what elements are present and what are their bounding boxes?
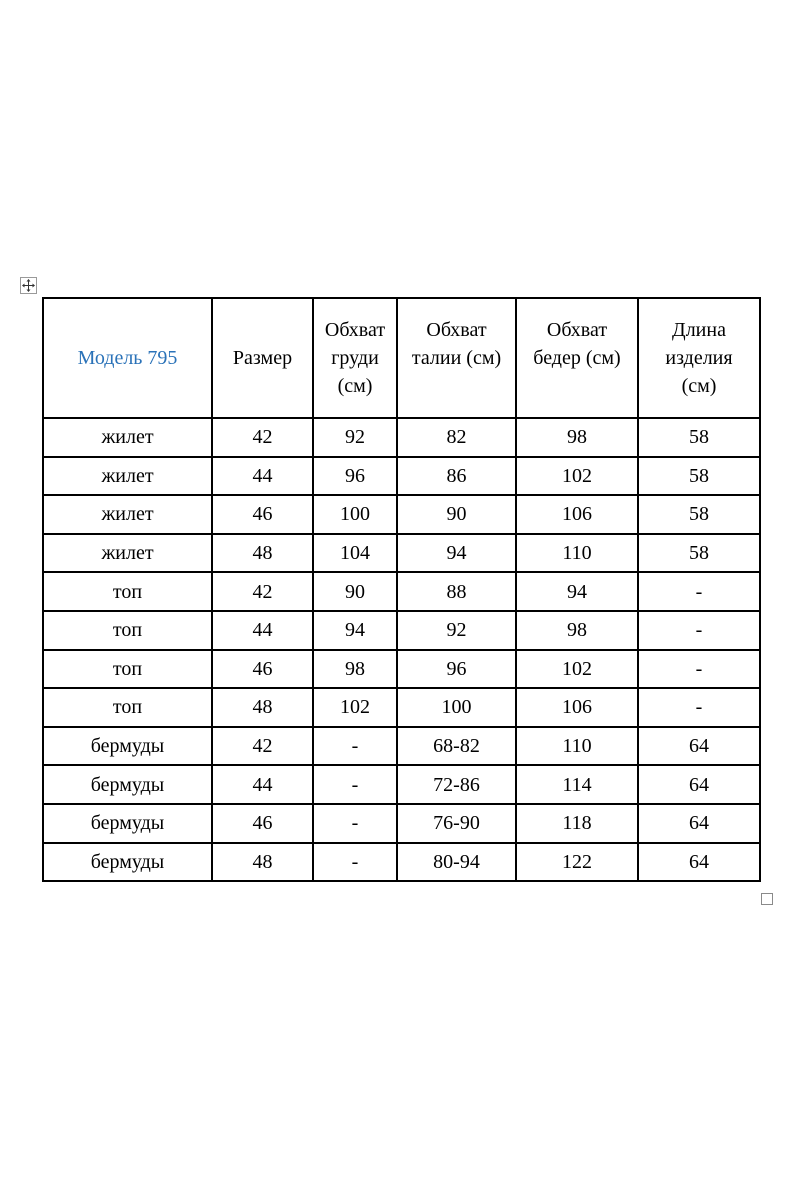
cell-product: бермуды: [43, 804, 212, 843]
cell-hips: 102: [516, 457, 638, 496]
table-row: [43, 534, 760, 573]
cell-waist: 96: [397, 650, 516, 689]
cell-waist: 82: [397, 418, 516, 457]
table-row: [43, 650, 760, 689]
cell-chest: -: [313, 843, 397, 882]
cell-waist: 68-82: [397, 727, 516, 766]
header-chest-line-3: (см): [337, 375, 373, 397]
cell-chest: 92: [313, 418, 397, 457]
cell-hips: 106: [516, 688, 638, 727]
cell-chest: 96: [313, 457, 397, 496]
cell-length: 58: [638, 418, 760, 457]
cell-hips: 110: [516, 534, 638, 573]
move-arrows-icon: [21, 278, 36, 293]
cell-length: -: [638, 611, 760, 650]
table-row: [43, 495, 760, 534]
size-chart-table: [42, 297, 761, 882]
cell-waist: 80-94: [397, 843, 516, 882]
cell-product: топ: [43, 688, 212, 727]
cell-product: бермуды: [43, 765, 212, 804]
cell-hips: 98: [516, 418, 638, 457]
cell-length: -: [638, 650, 760, 689]
cell-length: 58: [638, 495, 760, 534]
header-chest: [313, 298, 397, 418]
cell-length: -: [638, 688, 760, 727]
cell-waist: 88: [397, 572, 516, 611]
cell-chest: -: [313, 804, 397, 843]
table-move-handle[interactable]: [20, 277, 37, 294]
cell-size: 42: [212, 418, 313, 457]
cell-chest: 104: [313, 534, 397, 573]
model-name-cell: [43, 298, 212, 418]
cell-product: жилет: [43, 534, 212, 573]
cell-size: 42: [212, 572, 313, 611]
cell-waist: 92: [397, 611, 516, 650]
cell-product: бермуды: [43, 843, 212, 882]
header-waist-line-1: Обхват: [426, 319, 487, 341]
cell-waist: 100: [397, 688, 516, 727]
cell-product: жилет: [43, 495, 212, 534]
table-row: [43, 804, 760, 843]
cell-chest: 102: [313, 688, 397, 727]
table-resize-handle[interactable]: [761, 893, 773, 905]
table-header-row: [43, 298, 760, 418]
cell-product: жилет: [43, 418, 212, 457]
cell-length: 64: [638, 843, 760, 882]
cell-waist: 72-86: [397, 765, 516, 804]
cell-hips: 98: [516, 611, 638, 650]
cell-size: 44: [212, 765, 313, 804]
header-hips-line-2: бедер (см): [533, 347, 621, 369]
cell-hips: 102: [516, 650, 638, 689]
cell-chest: 94: [313, 611, 397, 650]
cell-hips: 118: [516, 804, 638, 843]
table-row: [43, 688, 760, 727]
cell-length: 58: [638, 457, 760, 496]
cell-waist: 76-90: [397, 804, 516, 843]
header-length-line-3: (см): [681, 375, 717, 397]
cell-length: -: [638, 572, 760, 611]
cell-product: жилет: [43, 457, 212, 496]
cell-length: 58: [638, 534, 760, 573]
cell-hips: 94: [516, 572, 638, 611]
table-row: [43, 765, 760, 804]
cell-product: бермуды: [43, 727, 212, 766]
cell-size: 48: [212, 843, 313, 882]
cell-product: топ: [43, 611, 212, 650]
cell-chest: 100: [313, 495, 397, 534]
cell-size: 46: [212, 804, 313, 843]
header-size: [212, 298, 313, 418]
cell-hips: 114: [516, 765, 638, 804]
cell-product: топ: [43, 650, 212, 689]
cell-chest: -: [313, 765, 397, 804]
table-row: [43, 611, 760, 650]
header-size-label: Размер: [232, 347, 293, 369]
cell-size: 46: [212, 650, 313, 689]
cell-waist: 94: [397, 534, 516, 573]
cell-chest: 90: [313, 572, 397, 611]
header-hips: [516, 298, 638, 418]
table-row: [43, 572, 760, 611]
cell-size: 46: [212, 495, 313, 534]
cell-hips: 122: [516, 843, 638, 882]
table-row: [43, 727, 760, 766]
cell-product: топ: [43, 572, 212, 611]
header-length-line-1: Длина: [672, 319, 726, 341]
cell-size: 48: [212, 534, 313, 573]
header-hips-line-1: Обхват: [546, 319, 608, 341]
table-row: [43, 457, 760, 496]
cell-size: 44: [212, 457, 313, 496]
cell-length: 64: [638, 727, 760, 766]
cell-hips: 106: [516, 495, 638, 534]
cell-size: 44: [212, 611, 313, 650]
header-length: [638, 298, 760, 418]
header-waist: [397, 298, 516, 418]
model-name: Модель 795: [77, 347, 178, 369]
cell-waist: 86: [397, 457, 516, 496]
header-chest-line-1: Обхват: [324, 319, 386, 341]
cell-size: 48: [212, 688, 313, 727]
cell-size: 42: [212, 727, 313, 766]
cell-waist: 90: [397, 495, 516, 534]
table-row: [43, 418, 760, 457]
header-chest-line-2: груди: [331, 347, 379, 369]
table-row: [43, 843, 760, 882]
cell-chest: -: [313, 727, 397, 766]
header-length-line-2: изделия: [665, 347, 733, 369]
cell-chest: 98: [313, 650, 397, 689]
cell-length: 64: [638, 765, 760, 804]
header-waist-line-2: талии (см): [411, 347, 502, 369]
cell-length: 64: [638, 804, 760, 843]
cell-hips: 110: [516, 727, 638, 766]
